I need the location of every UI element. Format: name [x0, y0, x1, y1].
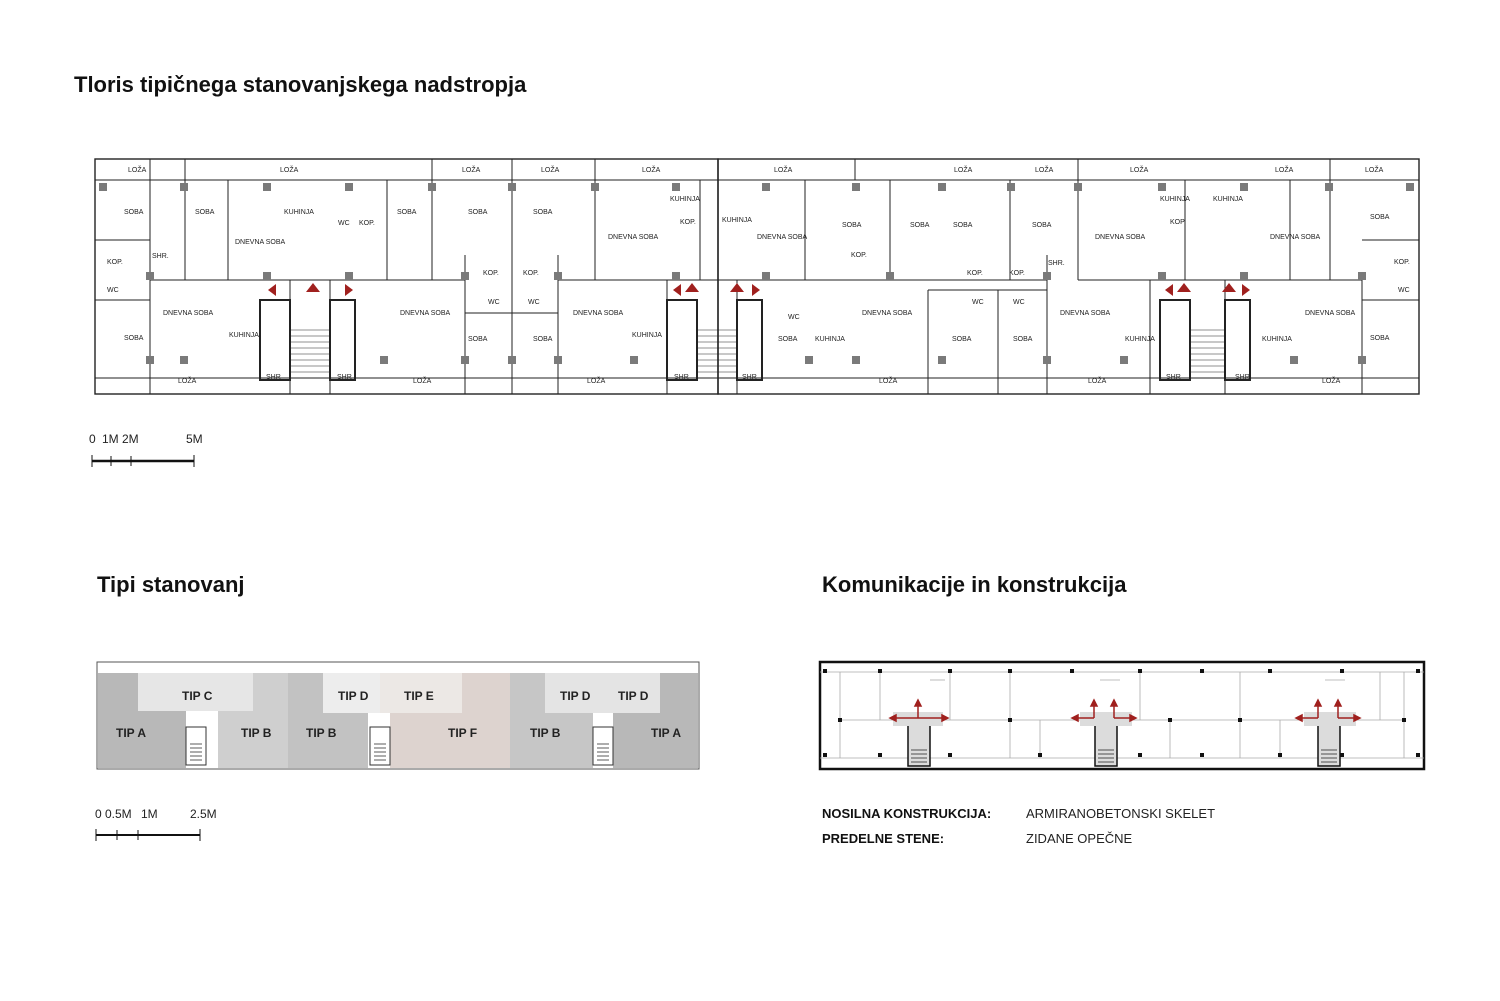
types-scale-label-25m: 2.5M: [190, 807, 217, 821]
tip-label: TIP B: [241, 726, 272, 740]
load-bearing-label: NOSILNA KONSTRUKCIJA:: [822, 806, 992, 821]
label-soba: SOBA: [778, 336, 798, 343]
tip-label: TIP B: [530, 726, 561, 740]
label-loza: LOŽA: [128, 167, 147, 174]
label-kop: KOP.: [483, 270, 499, 277]
types-scale-label-05m: 0.5M: [105, 807, 132, 821]
label-soba: SOBA: [533, 209, 553, 216]
label-wc: WC: [528, 299, 540, 306]
tip-label: TIP D: [618, 689, 649, 703]
label-soba: SOBA: [1370, 214, 1390, 221]
label-shr: SHR: [337, 374, 352, 381]
label-soba: SOBA: [397, 209, 417, 216]
label-loza: LOŽA: [1130, 167, 1149, 174]
label-shr: SHR: [742, 374, 757, 381]
label-kuhinja: KUHINJA: [632, 332, 662, 339]
label-soba: SOBA: [1032, 222, 1052, 229]
label-loza: LOŽA: [178, 378, 197, 385]
scale-label-5m: 5M: [186, 432, 203, 446]
tip-label: TIP B: [306, 726, 337, 740]
label-shr: SHR: [674, 374, 689, 381]
label-dnevna-soba: DNEVNA SOBA: [1270, 234, 1321, 241]
label-loza: LOŽA: [462, 167, 481, 174]
label-dnevna-soba: DNEVNA SOBA: [1095, 234, 1146, 241]
label-loza: LOŽA: [1365, 167, 1384, 174]
label-loza: LOŽA: [413, 378, 432, 385]
tip-label: TIP D: [560, 689, 591, 703]
label-loza: LOŽA: [642, 167, 661, 174]
scale-label-2m: 2M: [122, 432, 139, 446]
label-shr: SHR: [266, 374, 281, 381]
zone-tip-a-right: [660, 673, 698, 768]
label-dnevna-soba: DNEVNA SOBA: [235, 239, 286, 246]
tip-label: TIP A: [116, 726, 147, 740]
label-dnevna-soba: DNEVNA SOBA: [1060, 310, 1111, 317]
types-scale-label-1m: 1M: [141, 807, 158, 821]
label-shr: SHR.: [1048, 260, 1065, 267]
label-dnevna-soba: DNEVNA SOBA: [1305, 310, 1356, 317]
label-kuhinja: KUHINJA: [284, 209, 314, 216]
label-dnevna-soba: DNEVNA SOBA: [757, 234, 808, 241]
label-kuhinja: KUHINJA: [815, 336, 845, 343]
label-kuhinja: KUHINJA: [1160, 196, 1190, 203]
label-kop: KOP.: [1170, 219, 1186, 226]
label-kop: KOP.: [359, 220, 375, 227]
label-kuhinja: KUHINJA: [1213, 196, 1243, 203]
label-soba: SOBA: [195, 209, 215, 216]
label-kop: KOP.: [967, 270, 983, 277]
types-scale-label-0: 0: [95, 807, 102, 821]
scale-label-1m: 1M: [102, 432, 119, 446]
scale-bar-types: [96, 829, 200, 841]
label-loza: LOŽA: [1035, 167, 1054, 174]
floor-plan-title: Tloris tipičnega stanovanjskega nadstropja: [74, 72, 527, 97]
label-wc: WC: [488, 299, 500, 306]
tip-label: TIP C: [182, 689, 213, 703]
tip-label: TIP D: [338, 689, 369, 703]
tip-label: TIP F: [448, 726, 478, 740]
label-kop: KOP.: [851, 252, 867, 259]
zone-tip-a-left: [98, 673, 138, 768]
load-bearing-value: ARMIRANOBETONSKI SKELET: [1026, 806, 1216, 821]
label-loza: LOŽA: [774, 167, 793, 174]
label-soba: SOBA: [842, 222, 862, 229]
zone-tip-b-2: [288, 673, 323, 768]
scale-bar-main: [92, 455, 194, 467]
communication-title: Komunikacije in konstrukcija: [822, 572, 1127, 597]
label-wc: WC: [788, 314, 800, 321]
label-wc: WC: [972, 299, 984, 306]
zone-tip-f: [390, 713, 510, 768]
label-soba: SOBA: [910, 222, 930, 229]
label-kuhinja: KUHINJA: [722, 217, 752, 224]
label-soba: SOBA: [952, 336, 972, 343]
label-dnevna-soba: DNEVNA SOBA: [573, 310, 624, 317]
label-dnevna-soba: DNEVNA SOBA: [400, 310, 451, 317]
label-dnevna-soba: DNEVNA SOBA: [608, 234, 659, 241]
tip-label: TIP A: [651, 726, 682, 740]
label-kuhinja: KUHINJA: [1262, 336, 1292, 343]
label-loza: LOŽA: [1322, 378, 1341, 385]
label-soba: SOBA: [533, 336, 553, 343]
partition-label: PREDELNE STENE:: [822, 831, 945, 846]
label-dnevna-soba: DNEVNA SOBA: [163, 310, 214, 317]
zone-tip-b-3: [510, 673, 545, 768]
label-kop: KOP.: [680, 219, 696, 226]
communication-plan: [820, 662, 1424, 769]
label-loza: LOŽA: [280, 167, 299, 174]
label-kop: KOP.: [1394, 259, 1410, 266]
label-soba: SOBA: [124, 209, 144, 216]
label-wc: WC: [1398, 287, 1410, 294]
label-soba: SOBA: [1013, 336, 1033, 343]
label-shr: SHR: [1166, 374, 1181, 381]
tip-label: TIP E: [404, 689, 434, 703]
room-labels: [107, 165, 1410, 385]
floor-plan: [95, 159, 1419, 394]
label-wc: WC: [107, 287, 119, 294]
label-shr: SHR.: [152, 253, 169, 260]
label-wc: WC: [1013, 299, 1025, 306]
label-kuhinja: KUHINJA: [229, 332, 259, 339]
label-kuhinja: KUHINJA: [670, 196, 700, 203]
label-kuhinja: KUHINJA: [1125, 336, 1155, 343]
label-kop: KOP.: [107, 259, 123, 266]
label-soba: SOBA: [468, 336, 488, 343]
label-soba: SOBA: [468, 209, 488, 216]
label-kop: KOP.: [523, 270, 539, 277]
apartment-types-plan: [97, 662, 699, 769]
label-loza: LOŽA: [541, 167, 560, 174]
label-wc: WC: [338, 220, 350, 227]
label-kop: KOP.: [1009, 270, 1025, 277]
entry-arrows: [268, 283, 1250, 296]
label-loza: LOŽA: [587, 378, 606, 385]
label-loza: LOŽA: [954, 167, 973, 174]
scale-label-0: 0: [89, 432, 96, 446]
label-dnevna-soba: DNEVNA SOBA: [862, 310, 913, 317]
apartment-types-title: Tipi stanovanj: [97, 572, 245, 597]
label-loza: LOŽA: [879, 378, 898, 385]
label-soba: SOBA: [1370, 335, 1390, 342]
label-loza: LOŽA: [1275, 167, 1294, 174]
label-shr: SHR: [1235, 374, 1250, 381]
label-soba: SOBA: [124, 335, 144, 342]
partition-value: ZIDANE OPEČNE: [1026, 831, 1133, 846]
label-loza: LOŽA: [1088, 378, 1107, 385]
label-soba: SOBA: [953, 222, 973, 229]
